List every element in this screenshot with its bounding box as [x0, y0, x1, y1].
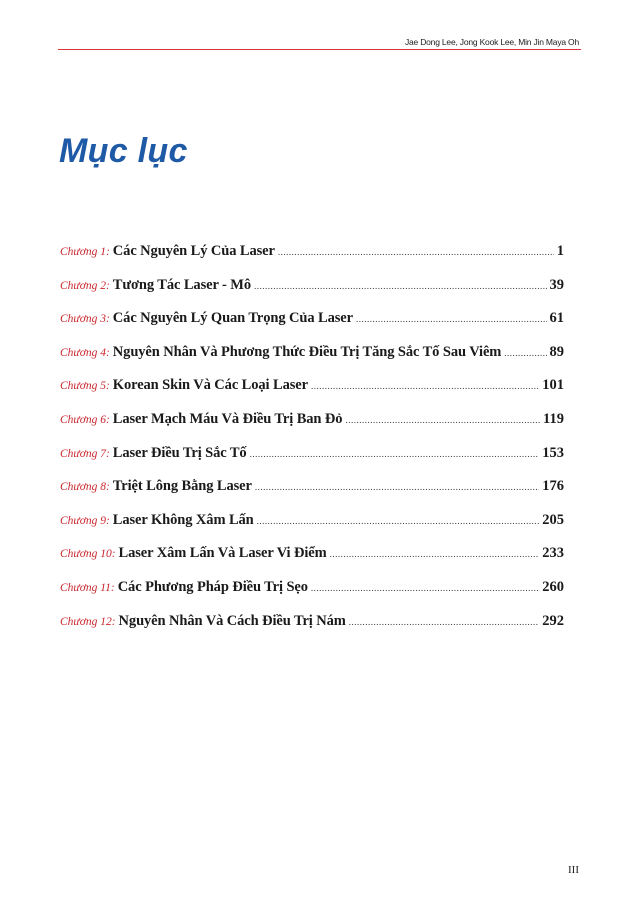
chapter-label: Chương 10: — [60, 548, 116, 561]
page-ref: 233 — [542, 545, 564, 562]
dot-leader — [349, 617, 539, 627]
toc-entry-11[interactable] — [60, 579, 564, 613]
chapter-title: Nguyên Nhân Và Cách Điều Trị Nám — [118, 612, 346, 629]
chapter-label: Chương 2: — [60, 279, 110, 292]
toc-entry-7[interactable] — [60, 445, 564, 479]
header-rule — [58, 49, 581, 50]
chapter-title: Nguyên Nhân Và Phương Thức Điều Trị Tăng Sắc Tố Sau Viêm — [112, 343, 502, 360]
page-ref: 39 — [549, 276, 564, 293]
toc-entry-6[interactable] — [60, 411, 564, 445]
page-ref: 61 — [549, 310, 564, 327]
page-ref: 101 — [542, 377, 564, 394]
dot-leader — [311, 381, 539, 391]
chapter-label: Chương 9: — [60, 514, 110, 527]
dot-leader — [504, 348, 546, 358]
toc-entry-3[interactable] — [60, 310, 564, 344]
page-ref: 205 — [542, 511, 564, 528]
page-number: III — [568, 864, 579, 876]
chapter-title: Các Nguyên Lý Của Laser — [112, 243, 275, 259]
chapter-label: Chương 3: — [60, 313, 110, 326]
dot-leader — [345, 415, 540, 425]
chapter-label: Chương 12: — [60, 615, 116, 628]
page-ref: 119 — [543, 410, 564, 427]
chapter-title: Laser Mạch Máu Và Điều Trị Ban Đỏ — [112, 410, 343, 427]
dot-leader — [330, 549, 540, 559]
toc-entry-5[interactable] — [60, 377, 564, 411]
toc-entry-4[interactable] — [60, 344, 564, 378]
toc-entry-9[interactable] — [60, 512, 564, 546]
page-ref: 153 — [542, 444, 564, 461]
chapter-label: Chương 4: — [60, 346, 110, 359]
chapter-label: Chương 5: — [60, 380, 110, 393]
toc-entry-2[interactable] — [60, 277, 564, 311]
dot-leader — [257, 516, 540, 526]
page-ref: 1 — [556, 243, 564, 259]
toc-entry-10[interactable] — [60, 545, 564, 579]
page-ref: 260 — [542, 578, 564, 595]
dot-leader — [254, 281, 546, 291]
page-ref: 292 — [542, 612, 564, 629]
chapter-title: Các Nguyên Lý Quan Trọng Của Laser — [112, 310, 353, 327]
chapter-title: Laser Xâm Lấn Và Laser Vi Điểm — [118, 545, 327, 562]
page-ref: 89 — [549, 343, 564, 360]
toc-entry-8[interactable] — [60, 478, 564, 512]
chapter-label: Chương 1: — [60, 246, 110, 258]
dot-leader — [255, 482, 539, 492]
header-authors: Jae Dong Lee, Jong Kook Lee, Min Jin Maya Oh — [404, 37, 579, 47]
chapter-label: Chương 6: — [60, 413, 110, 426]
toc-entry-12[interactable] — [60, 613, 564, 647]
table-of-contents — [60, 243, 564, 646]
chapter-title: Laser Không Xâm Lấn — [112, 511, 254, 528]
chapter-title: Tương Tác Laser - Mô — [112, 276, 252, 293]
dot-leader — [356, 314, 547, 324]
toc-entry-1[interactable] — [60, 243, 564, 277]
page-ref: 176 — [542, 478, 564, 495]
dot-leader — [278, 247, 554, 257]
chapter-label: Chương 11: — [60, 581, 115, 594]
chapter-title: Korean Skin Và Các Loại Laser — [112, 377, 308, 394]
dot-leader — [250, 449, 540, 459]
chapter-title: Các Phương Pháp Điều Trị Sẹo — [117, 578, 308, 595]
chapter-label: Chương 8: — [60, 481, 110, 494]
chapter-title: Laser Điều Trị Sắc Tố — [112, 444, 247, 461]
dot-leader — [311, 583, 539, 593]
chapter-label: Chương 7: — [60, 447, 110, 460]
chapter-title: Triệt Lông Bằng Laser — [112, 478, 252, 495]
page-title: Mục lục — [59, 132, 188, 170]
